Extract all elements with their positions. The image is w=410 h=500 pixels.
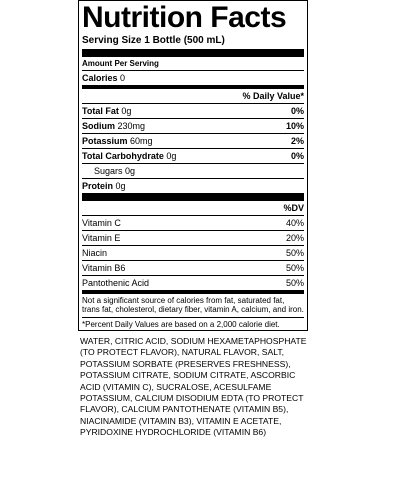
- daily-value-header: % Daily Value*: [242, 91, 304, 101]
- vitamin-row-niacin: Niacin 50%: [82, 245, 304, 260]
- serving-size: Serving Size 1 Bottle (500 mL): [82, 35, 225, 46]
- nutrient-row-total-fat: Total Fat 0g 0%: [82, 103, 304, 118]
- thick-divider: [82, 49, 304, 57]
- nutrient-row-potassium: Potassium 60mg 2%: [82, 133, 304, 148]
- vitamin-row-e: Vitamin E 20%: [82, 230, 304, 245]
- vitamin-row-c: Vitamin C 40%: [82, 215, 304, 230]
- calories-row: [82, 70, 304, 85]
- calories-label: Calories: [82, 73, 118, 83]
- significant-source-note: Not a significant source of calories from fat, saturated fat, trans fat, cholesterol, dietary fiber, vitamin A, calcium, and iron.: [82, 296, 304, 314]
- nutrient-row-sodium: Sodium 230mg 10%: [82, 118, 304, 133]
- calories-value: 0: [120, 73, 126, 83]
- nutrient-row-protein: Protein 0g: [82, 178, 304, 193]
- nutrient-row-sugars: Sugars 0g: [82, 163, 304, 178]
- vitamin-dv-header: %DV: [283, 203, 304, 213]
- nutrition-facts-panel: [78, 0, 308, 331]
- thick-divider-2: [82, 193, 304, 201]
- vitamin-row-b6: Vitamin B6 50%: [82, 260, 304, 275]
- nutrient-row-total-carbohydrate: Total Carbohydrate 0g 0%: [82, 148, 304, 163]
- amount-per-serving: Amount Per Serving: [82, 59, 159, 68]
- percent-dv-note: *Percent Daily Values are based on a 2,000 calorie diet.: [82, 320, 280, 329]
- ingredients-list: WATER, CITRIC ACID, SODIUM HEXAMETAPHOSPHATE (TO PROTECT FLAVOR), NATURAL FLAVOR, SALT, POTASSIUM SORBATE (PRESERVES FRESHNESS), POTASSIUM CITRATE, SODIUM CITRATE, ASCORBIC ACID (VITAMIN C), SUCRALOSE, ACESULFAME POTASSIUM, CALCIUM DISODIUM EDTA (TO PROTECT FLAVOR), CALCIUM PANTOTHENATE (VITAMIN B5), NIACINAMIDE (VITAMIN B3), VITAMIN E ACETATE, PYRIDOXINE HYDROCHLORIDE (VITAMIN B6): [80, 336, 307, 438]
- vitamin-row-pantothenic-acid: Pantothenic Acid 50%: [82, 275, 304, 290]
- label-title: Nutrition Facts: [82, 1, 287, 34]
